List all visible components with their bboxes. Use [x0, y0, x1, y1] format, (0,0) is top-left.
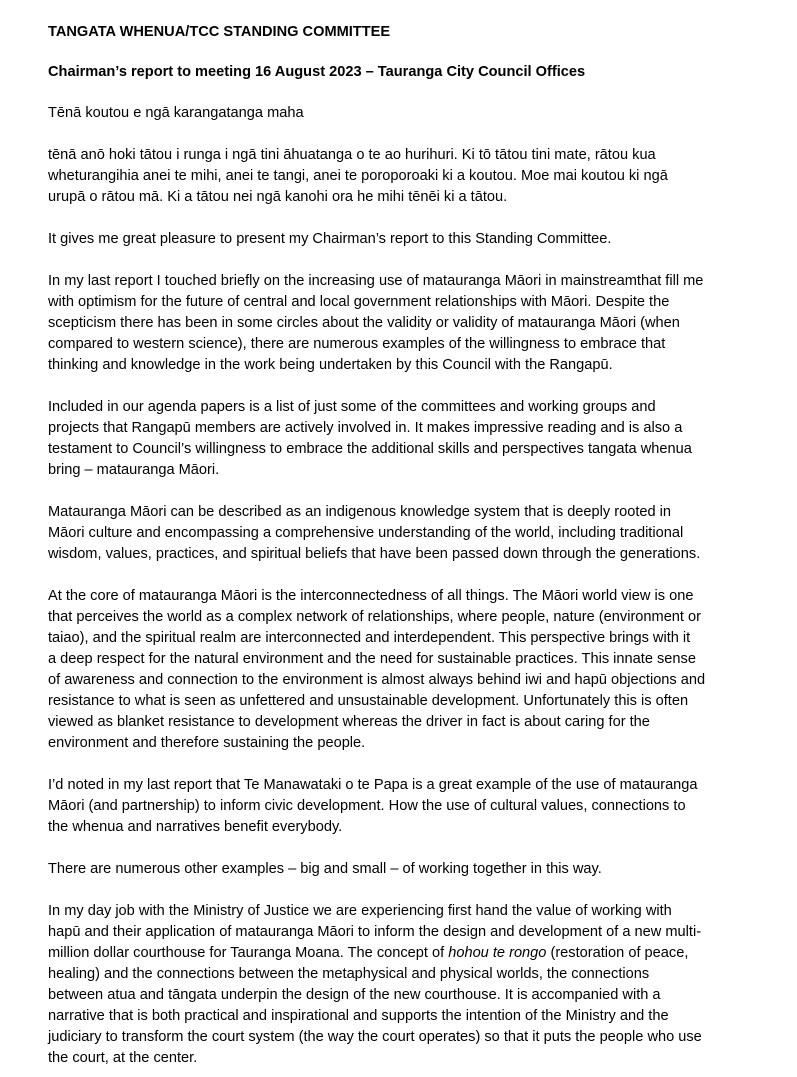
paragraph-line: with optimism for the future of central and local government relationships with Māori. Despite the [48, 294, 670, 310]
paragraph-line: tēnā anō hoki tātou i runga i ngā tini āhuatanga o te ao hurihuri. Ki tō tātou tini mate, rātou kua [48, 147, 656, 163]
paragraph [48, 145, 794, 208]
italic-term: hohou te rongo [448, 945, 547, 961]
paragraph-line: projects that Rangapū members are actively involved in. It makes impressive reading and is also a [48, 420, 683, 436]
paragraph [48, 775, 794, 838]
paragraph-line: narrative that is both practical and inspirational and supports the intention of the Ministry and the [48, 1008, 669, 1024]
paragraph-line: the whenua and narratives benefit everybody. [48, 819, 343, 835]
paragraph-line: wheturangihia anei te mihi, anei te tangi, anei te poroporoaki ki a koutou. Moe mai koutou ki ngā [48, 168, 668, 184]
paragraph-list [48, 145, 794, 880]
paragraph-line: Included in our agenda papers is a list of just some of the committees and working groups and [48, 399, 656, 415]
paragraph-line: between atua and tāngata underpin the design of the new courthouse. It is accompanied with a [48, 987, 661, 1003]
paragraph-line: testament to Council’s willingness to embrace the additional skills and perspectives tangata whenua [48, 441, 692, 457]
text-run: (restoration of peace, [546, 945, 689, 961]
paragraph-line: At the core of matauranga Māori is the interconnectedness of all things. The Māori world view is one [48, 588, 694, 604]
paragraph-line: a deep respect for the natural environment and the need for sustainable practices. This innate sense [48, 651, 696, 667]
paragraph-line: scepticism there has been in some circles about the validity or validity of matauranga Māori (when [48, 315, 680, 331]
paragraph-line: of awareness and connection to the environment is almost always behind iwi and hapū objections and [48, 672, 706, 688]
paragraph-line: Matauranga Māori can be described as an indigenous knowledge system that is deeply rooted in [48, 504, 672, 520]
paragraph [48, 229, 794, 250]
paragraph-line: the court, at the center. [48, 1050, 198, 1066]
paragraph [48, 502, 794, 565]
paragraph-courthouse [48, 901, 794, 1069]
paragraph-line: environment and therefore sustaining the people. [48, 735, 366, 751]
paragraph [48, 271, 794, 376]
paragraph [48, 397, 794, 481]
paragraph-line: I’d noted in my last report that Te Manawataki o te Papa is a great example of the use of matauranga [48, 777, 698, 793]
paragraph-line: compared to western science), there are numerous examples of the willingness to embrace that [48, 336, 666, 352]
paragraph-line [48, 943, 794, 964]
paragraph-line: that perceives the world as a complex network of relationships, where people, nature (environment or [48, 609, 702, 625]
paragraph-line: thinking and knowledge in the work being undertaken by this Council with the Rangapū. [48, 357, 613, 373]
paragraph-line: wisdom, values, practices, and spiritual beliefs that have been passed down through the generations. [48, 546, 701, 562]
paragraph-line: It gives me great pleasure to present my Chairman’s report to this Standing Committee. [48, 231, 612, 247]
paragraph-line: taiao), and the spiritual realm are interconnected and interdependent. This perspective brings with it [48, 630, 691, 646]
paragraph-line: Māori culture and encompassing a comprehensive understanding of the world, including traditional [48, 525, 684, 541]
paragraph-line: healing) and the connections between the metaphysical and physical worlds, the connections [48, 966, 650, 982]
paragraph [48, 586, 794, 754]
paragraph-line: In my day job with the Ministry of Justice we are experiencing first hand the value of working with [48, 903, 672, 919]
paragraph-line: There are numerous other examples – big and small – of working together in this way. [48, 861, 602, 877]
paragraph [48, 859, 794, 880]
text-run: million dollar courthouse for Tauranga Moana. The concept of [48, 945, 449, 961]
paragraph-line: bring – matauranga Māori. [48, 462, 220, 478]
document-heading: TANGATA WHENUA/TCC STANDING COMMITTEE [48, 24, 391, 40]
paragraph-line: hapū and their application of matauranga Māori to inform the design and development of a new multi- [48, 924, 702, 940]
document-subheading: Chairman’s report to meeting 16 August 2023 – Tauranga City Council Offices [48, 64, 586, 80]
greeting: Tēnā koutou e ngā karangatanga maha [48, 105, 304, 121]
paragraph-line: viewed as blanket resistance to development whereas the driver in fact is about caring for the [48, 714, 650, 730]
paragraph-line: resistance to what is seen as unfettered and unsustainable development. Unfortunately this is often [48, 693, 689, 709]
paragraph-line: Māori (and partnership) to inform civic development. How the use of cultural values, connections to [48, 798, 686, 814]
paragraph-line: urupā o rātou mā. Ki a tātou nei ngā kanohi ora he mihi tēnēi ki a tātou. [48, 189, 508, 205]
report-body [48, 22, 794, 1069]
paragraph-line: In my last report I touched briefly on the increasing use of matauranga Māori in mainstreamthat fill me [48, 273, 704, 289]
paragraph-line: judiciary to transform the court system (the way the court operates) so that it puts the people who use [48, 1029, 702, 1045]
